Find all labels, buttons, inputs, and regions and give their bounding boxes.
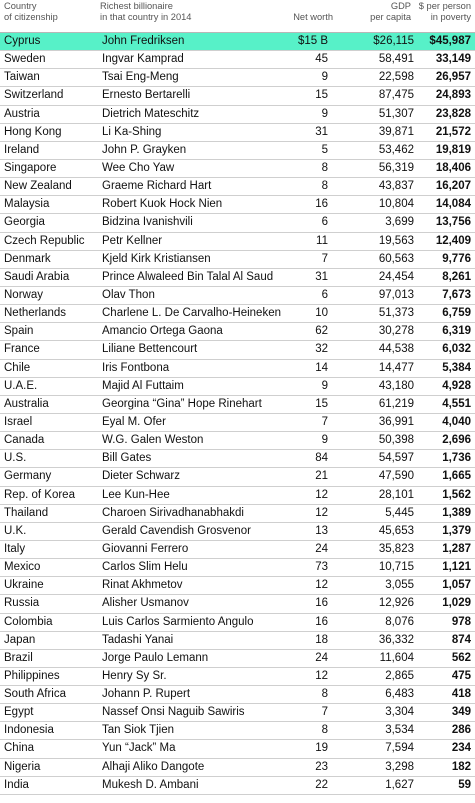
net-worth-cell: 84 — [315, 452, 328, 465]
gdp-cell: 8,076 — [385, 615, 414, 628]
net-worth-cell: 8 — [321, 161, 328, 174]
country-cell: Denmark — [4, 252, 51, 265]
net-worth-cell: 9 — [321, 107, 328, 120]
table-row — [0, 541, 475, 559]
header-per-person-line1: $ per person — [418, 1, 471, 11]
country-cell: Canada — [4, 434, 45, 447]
per-person-cell: 1,379 — [442, 524, 471, 537]
country-cell: Netherlands — [4, 307, 67, 320]
net-worth-cell: 12 — [315, 488, 328, 501]
per-person-cell: 475 — [451, 669, 471, 682]
gdp-cell: 58,491 — [378, 53, 414, 66]
country-cell: Colombia — [4, 615, 53, 628]
billionaire-cell: Gerald Cavendish Grosvenor — [102, 524, 251, 537]
per-person-cell: 1,665 — [442, 470, 471, 483]
net-worth-cell: 8 — [321, 688, 328, 701]
table-row — [0, 777, 475, 795]
table-row — [0, 378, 475, 396]
billionaire-cell: Bill Gates — [102, 452, 152, 465]
per-person-cell: 26,957 — [435, 71, 471, 84]
billionaire-cell: Robert Kuok Hock Nien — [102, 198, 223, 211]
per-person-cell: 6,319 — [442, 325, 471, 338]
country-cell: India — [4, 778, 29, 791]
net-worth-cell: 12 — [315, 506, 328, 519]
table-row-highlighted — [0, 33, 475, 51]
billionaire-cell: Dietrich Mateschitz — [102, 107, 200, 120]
net-worth-cell: 24 — [315, 542, 328, 555]
gdp-cell: 3,534 — [385, 724, 414, 737]
billionaire-cell: Bidzina Ivanishvili — [102, 216, 193, 229]
table-row — [0, 722, 475, 740]
per-person-cell: 9,776 — [442, 252, 471, 265]
table-row — [0, 360, 475, 378]
net-worth-cell: 10 — [315, 307, 328, 320]
gdp-cell: 39,871 — [378, 125, 414, 138]
gdp-cell: 19,563 — [378, 234, 414, 247]
net-worth-cell: 18 — [315, 633, 328, 646]
billionaire-cell: Henry Sy Sr. — [102, 669, 167, 682]
per-person-cell: 2,696 — [442, 434, 471, 447]
gdp-cell: 3,298 — [385, 760, 414, 773]
net-worth-cell: 73 — [315, 561, 328, 574]
gdp-cell: 44,538 — [378, 343, 414, 356]
country-cell: U.A.E. — [4, 379, 38, 392]
country-cell: South Africa — [4, 688, 67, 701]
gdp-cell: 2,865 — [385, 669, 414, 682]
net-worth-cell: 31 — [315, 270, 328, 283]
net-worth-cell: 6 — [321, 288, 328, 301]
header-gdp-line1: GDP — [390, 1, 411, 11]
table-row — [0, 160, 475, 178]
country-cell: Chile — [4, 361, 31, 374]
country-cell: Switzerland — [4, 89, 64, 102]
gdp-cell: 87,475 — [378, 89, 414, 102]
net-worth-cell: 7 — [321, 706, 328, 719]
country-cell: Spain — [4, 325, 34, 338]
billionaire-cell: Prince Alwaleed Bin Talal Al Saud — [102, 270, 274, 283]
header-per-person-line2: in poverty — [430, 12, 471, 22]
per-person-cell: 7,673 — [442, 288, 471, 301]
billionaire-cell: Tan Siok Tjien — [102, 724, 175, 737]
net-worth-cell: 7 — [321, 415, 328, 428]
country-cell: U.K. — [4, 524, 27, 537]
country-cell: Israel — [4, 415, 33, 428]
per-person-cell: 1,029 — [442, 597, 471, 610]
table-row — [0, 595, 475, 613]
country-cell: Saudi Arabia — [4, 270, 70, 283]
per-person-cell: 1,057 — [442, 579, 471, 592]
gdp-cell: 61,219 — [378, 397, 414, 410]
per-person-cell: 234 — [451, 742, 471, 755]
per-person-cell: 24,893 — [435, 89, 471, 102]
gdp-cell: 53,462 — [378, 143, 414, 156]
country-cell: Ukraine — [4, 579, 44, 592]
billionaire-cell: Iris Fontbona — [102, 361, 170, 374]
header-country-line1: Country — [4, 1, 37, 11]
gdp-cell: 22,598 — [378, 71, 414, 84]
gdp-cell: 54,597 — [378, 452, 414, 465]
per-person-cell: 182 — [451, 760, 471, 773]
per-person-cell: 418 — [451, 688, 471, 701]
billionaire-cell: Alhaji Aliko Dangote — [102, 760, 205, 773]
country-cell: Singapore — [4, 161, 57, 174]
country-cell: China — [4, 742, 35, 755]
gdp-cell: 47,590 — [378, 470, 414, 483]
gdp-cell: 5,445 — [385, 506, 414, 519]
table-row — [0, 686, 475, 704]
gdp-cell: $26,115 — [373, 35, 414, 47]
billionaire-cell: Graeme Richard Hart — [102, 180, 212, 193]
per-person-cell: 1,736 — [442, 452, 471, 465]
gdp-cell: 3,699 — [385, 216, 414, 229]
gdp-cell: 3,304 — [385, 706, 414, 719]
net-worth-cell: 23 — [315, 760, 328, 773]
gdp-cell: 11,604 — [379, 651, 414, 664]
gdp-cell: 14,477 — [378, 361, 414, 374]
billionaire-cell: Ernesto Bertarelli — [102, 89, 191, 102]
net-worth-cell: 6 — [321, 216, 328, 229]
billionaire-cell: Charoen Sirivadhanabhakdi — [102, 506, 244, 519]
table-row — [0, 196, 475, 214]
gdp-cell: 10,804 — [378, 198, 414, 211]
country-cell: Nigeria — [4, 760, 41, 773]
table-row — [0, 233, 475, 251]
gdp-cell: 51,307 — [378, 107, 414, 120]
net-worth-cell: 32 — [315, 343, 328, 356]
net-worth-cell: 15 — [315, 89, 328, 102]
table-row — [0, 51, 475, 69]
gdp-cell: 43,180 — [378, 379, 414, 392]
country-cell: Egypt — [4, 706, 34, 719]
per-person-cell: 1,562 — [442, 488, 471, 501]
per-person-cell: 4,040 — [442, 415, 471, 428]
country-cell: Austria — [4, 107, 40, 120]
country-cell: Malaysia — [4, 198, 50, 211]
per-person-cell: 978 — [451, 615, 471, 628]
per-person-cell: 8,261 — [442, 270, 471, 283]
per-person-cell: 59 — [458, 778, 471, 791]
net-worth-cell: $15 B — [297, 35, 328, 47]
table-row — [0, 577, 475, 595]
billionaire-cell: Olav Thon — [102, 288, 155, 301]
net-worth-cell: 13 — [315, 524, 328, 537]
header-gdp-line2: per capita — [370, 12, 411, 22]
billionaire-cell: Yun “Jack” Ma — [102, 742, 176, 755]
net-worth-cell: 7 — [321, 252, 328, 265]
table-header — [0, 0, 475, 33]
table-row — [0, 523, 475, 541]
country-cell: Taiwan — [4, 71, 40, 84]
per-person-cell: 1,389 — [442, 506, 471, 519]
header-billionaire-line2: in that country in 2014 — [100, 12, 192, 22]
net-worth-cell: 15 — [315, 397, 328, 410]
table-row — [0, 759, 475, 777]
net-worth-cell: 12 — [315, 669, 328, 682]
gdp-cell: 97,013 — [378, 288, 414, 301]
country-cell: Russia — [4, 597, 40, 610]
gdp-cell: 3,055 — [385, 579, 414, 592]
country-cell: Italy — [4, 542, 26, 555]
billionaire-cell: Wee Cho Yaw — [102, 161, 175, 174]
table-row — [0, 396, 475, 414]
header-billionaire-line1: Richest billionaire — [100, 1, 173, 11]
country-cell: France — [4, 343, 40, 356]
net-worth-cell: 9 — [321, 379, 328, 392]
billionaire-cell: Eyal M. Ofer — [102, 415, 166, 428]
header-country-line2: of citizenship — [4, 12, 58, 22]
billionaire-cell: Kjeld Kirk Kristiansen — [102, 252, 211, 265]
country-cell: Czech Republic — [4, 234, 85, 247]
country-cell: Indonesia — [4, 724, 54, 737]
gdp-cell: 10,715 — [378, 561, 414, 574]
gdp-cell: 1,627 — [385, 778, 414, 791]
per-person-cell: 12,409 — [435, 234, 471, 247]
net-worth-cell: 5 — [321, 143, 328, 156]
billionaire-cell: Nassef Onsi Naguib Sawiris — [102, 706, 245, 719]
per-person-cell: 874 — [451, 633, 471, 646]
billionaire-cell: Tadashi Yanai — [102, 633, 174, 646]
table-row — [0, 124, 475, 142]
table-row — [0, 341, 475, 359]
gdp-cell: 60,563 — [378, 252, 414, 265]
gdp-cell: 45,653 — [378, 524, 414, 537]
country-cell: Germany — [4, 470, 52, 483]
billionaire-cell: Jorge Paulo Lemann — [102, 651, 209, 664]
per-person-cell: 1,121 — [442, 561, 471, 574]
country-cell: Mexico — [4, 561, 41, 574]
country-cell: Brazil — [4, 651, 33, 664]
per-person-cell: 286 — [451, 724, 471, 737]
table-row — [0, 142, 475, 160]
billionaire-cell: Petr Kellner — [102, 234, 163, 247]
billionaire-cell: John P. Grayken — [102, 143, 187, 156]
per-person-cell: $45,987 — [429, 35, 471, 47]
billionaire-cell: Alisher Usmanov — [102, 597, 189, 610]
billionaire-cell: Dieter Schwarz — [102, 470, 180, 483]
gdp-cell: 12,926 — [378, 597, 414, 610]
country-cell: Australia — [4, 397, 49, 410]
per-person-cell: 4,551 — [442, 397, 471, 410]
net-worth-cell: 9 — [321, 71, 328, 84]
billionaire-cell: Li Ka-Shing — [102, 125, 162, 138]
table-row — [0, 632, 475, 650]
net-worth-cell: 14 — [315, 361, 328, 374]
billionaire-cell: Giovanni Ferrero — [102, 542, 189, 555]
table-row — [0, 487, 475, 505]
header-net-worth: Net worth — [293, 12, 333, 22]
billionaire-cell: W.G. Galen Weston — [102, 434, 204, 447]
gdp-cell: 30,278 — [378, 325, 414, 338]
table-row — [0, 287, 475, 305]
billionaire-cell: Liliane Bettencourt — [102, 343, 198, 356]
gdp-cell: 36,332 — [378, 633, 414, 646]
table-row — [0, 414, 475, 432]
net-worth-cell: 11 — [316, 234, 328, 247]
gdp-cell: 51,373 — [378, 307, 414, 320]
per-person-cell: 1,287 — [442, 542, 471, 555]
country-cell: Philippines — [4, 669, 60, 682]
header-country — [4, 1, 96, 23]
per-person-cell: 13,756 — [435, 216, 471, 229]
gdp-cell: 6,483 — [385, 688, 414, 701]
gdp-cell: 36,991 — [378, 415, 414, 428]
net-worth-cell: 8 — [321, 180, 328, 193]
header-billionaire — [100, 1, 240, 23]
country-cell: Japan — [4, 633, 36, 646]
gdp-cell: 7,594 — [385, 742, 414, 755]
country-cell: U.S. — [4, 452, 27, 465]
table-row — [0, 614, 475, 632]
net-worth-cell: 16 — [315, 198, 328, 211]
gdp-cell: 50,398 — [378, 434, 414, 447]
billionaire-cell: Lee Kun-Hee — [102, 488, 170, 501]
table-row — [0, 704, 475, 722]
per-person-cell: 6,759 — [442, 307, 471, 320]
net-worth-cell: 31 — [315, 125, 328, 138]
country-cell: Thailand — [4, 506, 49, 519]
table-row — [0, 468, 475, 486]
table-row — [0, 450, 475, 468]
net-worth-cell: 21 — [315, 470, 328, 483]
table-row — [0, 69, 475, 87]
table-row — [0, 87, 475, 105]
net-worth-cell: 16 — [315, 597, 328, 610]
table-row — [0, 305, 475, 323]
per-person-cell: 33,149 — [435, 53, 471, 66]
gdp-cell: 28,101 — [378, 488, 414, 501]
billionaire-cell: Georgina “Gina” Hope Rinehart — [102, 397, 262, 410]
net-worth-cell: 19 — [315, 742, 328, 755]
per-person-cell: 562 — [451, 651, 471, 664]
per-person-cell: 19,819 — [435, 143, 471, 156]
table-row — [0, 559, 475, 577]
table-row — [0, 269, 475, 287]
per-person-cell: 16,207 — [435, 180, 471, 193]
net-worth-cell: 22 — [315, 778, 328, 791]
header-per-person — [412, 1, 471, 23]
country-cell: Sweden — [4, 53, 46, 66]
per-person-cell: 349 — [451, 706, 471, 719]
country-cell: New Zealand — [4, 180, 72, 193]
per-person-cell: 4,928 — [442, 379, 471, 392]
net-worth-cell: 16 — [315, 615, 328, 628]
gdp-cell: 24,454 — [378, 270, 414, 283]
per-person-cell: 6,032 — [442, 343, 471, 356]
billionaire-cell: Charlene L. De Carvalho-Heineken — [102, 307, 281, 320]
gdp-cell: 35,823 — [378, 542, 414, 555]
net-worth-cell: 24 — [315, 651, 328, 664]
country-cell: Cyprus — [4, 35, 41, 47]
gdp-cell: 56,319 — [378, 161, 414, 174]
net-worth-cell: 62 — [315, 325, 328, 338]
table-row — [0, 251, 475, 269]
country-cell: Norway — [4, 288, 43, 301]
country-cell: Rep. of Korea — [4, 488, 75, 501]
billionaire-cell: Amancio Ortega Gaona — [102, 325, 223, 338]
billionaire-cell: Rinat Akhmetov — [102, 579, 183, 592]
per-person-cell: 5,384 — [442, 361, 471, 374]
table-row — [0, 668, 475, 686]
table-body — [0, 33, 475, 795]
net-worth-cell: 9 — [321, 434, 328, 447]
header-gdp — [334, 1, 411, 23]
country-cell: Ireland — [4, 143, 40, 156]
billionaire-cell: Tsai Eng-Meng — [102, 71, 179, 84]
table-row — [0, 505, 475, 523]
billionaire-cell: Johann P. Rupert — [102, 688, 191, 701]
net-worth-cell: 45 — [315, 53, 328, 66]
net-worth-cell: 8 — [321, 724, 328, 737]
net-worth-cell: 12 — [315, 579, 328, 592]
per-person-cell: 14,084 — [435, 198, 471, 211]
billionaire-cell: Ingvar Kamprad — [102, 53, 184, 66]
billionaire-cell: John Fredriksen — [102, 35, 185, 47]
table-row — [0, 650, 475, 668]
table-row — [0, 740, 475, 758]
billionaire-cell: Luis Carlos Sarmiento Angulo — [102, 615, 254, 628]
billionaire-cell: Majid Al Futtaim — [102, 379, 184, 392]
per-person-cell: 23,828 — [435, 107, 471, 120]
table-row — [0, 214, 475, 232]
table-row — [0, 323, 475, 341]
country-cell: Georgia — [4, 216, 45, 229]
per-person-cell: 18,406 — [435, 161, 471, 174]
table-row — [0, 106, 475, 124]
table-row — [0, 432, 475, 450]
gdp-cell: 43,837 — [378, 180, 414, 193]
country-cell: Hong Kong — [4, 125, 62, 138]
table-row — [0, 178, 475, 196]
billionaire-cell: Carlos Slim Helu — [102, 561, 188, 574]
billionaire-cell: Mukesh D. Ambani — [102, 778, 199, 791]
per-person-cell: 21,572 — [435, 125, 471, 138]
